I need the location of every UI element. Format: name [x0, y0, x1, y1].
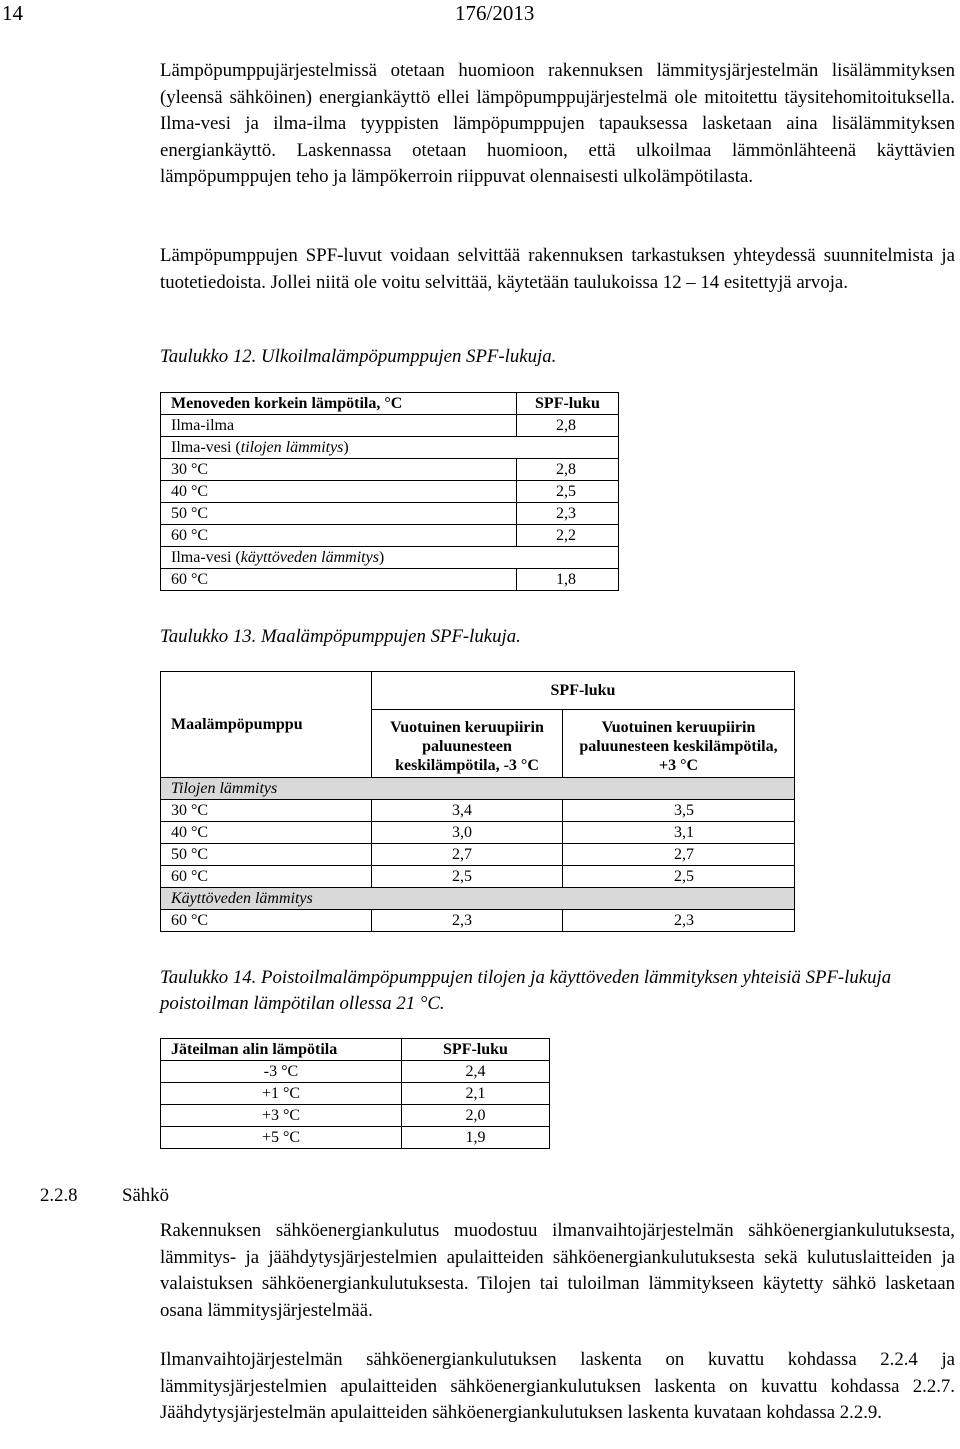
table12-caption: Taulukko 12. Ulkoilmalämpöpumppujen SPF-lukuja.: [160, 346, 557, 367]
table-row: [161, 800, 795, 822]
table-cell: 30 °C: [161, 459, 517, 481]
table-cell: Ilma-ilma: [161, 415, 517, 437]
table-cell: 1,8: [517, 569, 619, 591]
table-cell: +5 °C: [161, 1127, 402, 1149]
paragraph-1: Lämpöpumppujärjestelmissä otetaan huomioon rakennuksen lämmitysjärjestelmän lisälämmityksen (yleensä sähköinen) energiankäyttö ellei lämpöpumppujärjestelmä ole mitoitettu täysitehomitoituksella. Ilma-vesi ja ilma-ilma tyyppisten lämpöpumppujen tapauksessa lasketaan aina lisälämmityksen energiankäyttö. Laskennassa otetaan huomioon, että ulkoilmaa lämmönlähteenä käyttävien lämpöpumppujen teho ja lämpökerroin riippuvat olennaisesti ulkolämpötilasta.: [160, 60, 955, 188]
table-row: [161, 525, 619, 547]
table-cell: 3,0: [372, 822, 563, 844]
table-cell: 60 °C: [161, 866, 372, 888]
table-row: [161, 415, 619, 437]
table-group-row: [161, 888, 795, 910]
table-cell: +1 °C: [161, 1083, 402, 1105]
table14-caption: Taulukko 14. Poistoilmalämpöpumppujen tilojen ja käyttöveden lämmityksen yhteisiä SPF-lukuja poistoilman lämpötilan ollessa 21 °C.: [160, 967, 892, 1014]
section-number: 2.2.8: [40, 1185, 78, 1206]
paragraph-4: Ilmanvaihtojärjestelmän sähköenergiankulutuksen laskenta on kuvattu kohdassa 2.2.4 ja lämmitysjärjestelmien apulaitteiden sähköenergiankulutuksen laskenta on kuvattu kohdassa 2.2.7. Jäähdytysjärjestelmän apulaitteiden sähköenergiankulutuksen laskenta kuvataan kohdassa 2.2.9.: [160, 1349, 955, 1424]
table-group-row: [161, 547, 619, 569]
table-cell: 60 °C: [161, 910, 372, 932]
table-cell: 1,9: [402, 1127, 550, 1149]
table-cell: 50 °C: [161, 844, 372, 866]
table-header-row: [161, 393, 619, 415]
table-cell: 2,3: [563, 910, 795, 932]
table-row: [161, 503, 619, 525]
table-12: [160, 392, 619, 591]
table-header-cell: SPF-luku: [517, 393, 619, 415]
table-cell: +3 °C: [161, 1105, 402, 1127]
table-row: [161, 1127, 550, 1149]
table-group-cell: Ilma-vesi (käyttöveden lämmitys): [161, 547, 619, 569]
table-header-cell: SPF-luku: [372, 672, 795, 710]
table-cell: 3,1: [563, 822, 795, 844]
table-group-cell: Ilma-vesi (tilojen lämmitys): [161, 437, 619, 459]
table-cell: 2,4: [402, 1061, 550, 1083]
table-header-cell: SPF-luku: [402, 1039, 550, 1061]
table-header-cell: Vuotuinen keruupiirin paluunesteen keskilämpötila, +3 °C: [563, 710, 795, 778]
table-14: [160, 1038, 550, 1149]
table-header-cell: Maalämpöpumppu: [161, 672, 372, 778]
table-header-cell: Vuotuinen keruupiirin paluunesteen keskilämpötila, -3 °C: [372, 710, 563, 778]
table-row: [161, 1083, 550, 1105]
table-header-cell: Menoveden korkein lämpötila, °C: [161, 393, 517, 415]
table-row: [161, 1105, 550, 1127]
table-cell: 2,3: [517, 503, 619, 525]
page-header: [0, 0, 960, 30]
table-cell: 60 °C: [161, 525, 517, 547]
table-cell: 2,0: [402, 1105, 550, 1127]
table-row: [161, 481, 619, 503]
table-cell: 2,5: [517, 481, 619, 503]
journal-number: 176/2013: [455, 1, 535, 25]
table-cell: 2,5: [372, 866, 563, 888]
table-header-row: [161, 1039, 550, 1061]
table-cell: 50 °C: [161, 503, 517, 525]
table-cell: 40 °C: [161, 822, 372, 844]
table13-caption: Taulukko 13. Maalämpöpumppujen SPF-lukuja.: [160, 626, 521, 647]
table-cell: 3,5: [563, 800, 795, 822]
table-group-cell: Käyttöveden lämmitys: [161, 888, 795, 910]
table-row: [161, 569, 619, 591]
table-cell: 2,8: [517, 415, 619, 437]
table-row: [161, 866, 795, 888]
paragraph-2: Lämpöpumppujen SPF-luvut voidaan selvittää rakennuksen tarkastuksen yhteydessä suunnitelmista ja tuotetiedoista. Jollei niitä ole voitu selvittää, käytetään taulukoissa 12 – 14 esitettyjä arvoja.: [160, 245, 955, 293]
table-cell: 2,5: [563, 866, 795, 888]
table-cell: 30 °C: [161, 800, 372, 822]
table-row: [161, 910, 795, 932]
table-cell: -3 °C: [161, 1061, 402, 1083]
table-cell: 2,3: [372, 910, 563, 932]
table-cell: 2,1: [402, 1083, 550, 1105]
table-group-row: [161, 778, 795, 800]
table-row: [161, 1061, 550, 1083]
table-cell: 2,7: [563, 844, 795, 866]
paragraph-3: Rakennuksen sähköenergiankulutus muodostuu ilmanvaihtojärjestelmän sähköenergiankulutuksesta, lämmitys- ja jäähdytysjärjestelmien apulaitteiden sähköenergiankulutuksesta sekä kulutuslaitteiden ja valaistuksen sähköenergiankulutuksesta. Tilojen tai tuloilman lämmitykseen käytetty sähkö lasketaan osana lämmitysjärjestelmää.: [160, 1220, 955, 1321]
table-group-cell: Tilojen lämmitys: [161, 778, 795, 800]
section-title: Sähkö: [122, 1185, 169, 1206]
table-cell: 2,2: [517, 525, 619, 547]
table-cell: 2,7: [372, 844, 563, 866]
table-13: [160, 671, 795, 932]
table-group-row: [161, 437, 619, 459]
table-cell: 60 °C: [161, 569, 517, 591]
table-cell: 2,8: [517, 459, 619, 481]
page-number: 14: [2, 1, 23, 25]
table-cell: 40 °C: [161, 481, 517, 503]
table-row: [161, 822, 795, 844]
table-header-cell: Jäteilman alin lämpötila: [161, 1039, 402, 1061]
table-header-row: [161, 672, 795, 710]
table-cell: 3,4: [372, 800, 563, 822]
table-row: [161, 844, 795, 866]
table-row: [161, 459, 619, 481]
